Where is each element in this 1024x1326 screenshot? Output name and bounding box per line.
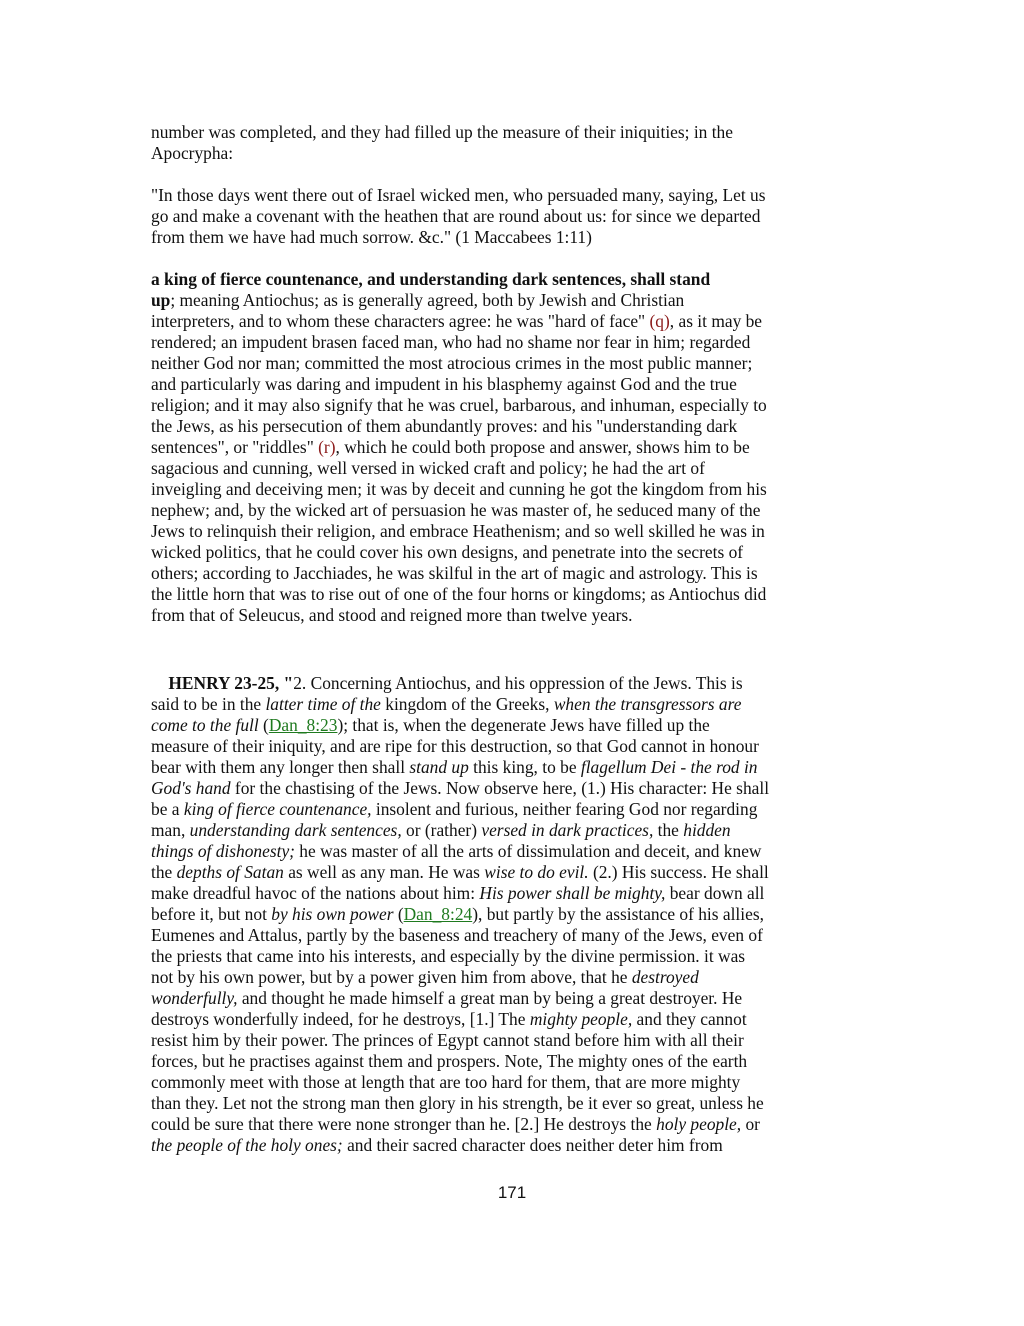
text-fragment: before it, but not [151,904,272,924]
text-fragment: sentences", or "riddles" [151,437,319,457]
italic-text: His power shall be mighty, [479,883,666,903]
text-line: resist him by their power. The princes of Egypt cannot stand before him with all their [151,1030,744,1050]
text-line: neither God nor man; committed the most atrocious crimes in the most public manner; [151,353,753,373]
text-line: go and make a covenant with the heathen that are round about us: for since we departed [151,206,761,226]
text-line: measure of their iniquity, and are ripe for this destruction, so that God cannot in honour [151,736,759,756]
text-fragment: bear with them any longer then shall [151,757,410,777]
italic-text: wise to do evil. [484,862,589,882]
italic-text: holy people, [656,1114,742,1134]
text-fragment: ( [393,904,404,924]
text-fragment: as well as any man. He was [283,862,485,882]
text-line: nephew; and, by the wicked art of persuasion he was master of, he seduced many of the [151,500,761,520]
text-fragment: interpreters, and to whom these characters agree: he was "hard of face" [151,311,650,331]
text-fragment: or (rather) [401,820,482,840]
henry-commentary [151,673,873,1156]
verse-heading: a king of fierce countenance, and understanding dark sentences, shall stand [151,269,711,289]
text-line: "In those days went there out of Israel wicked men, who persuaded many, saying, Let us [151,185,766,205]
italic-text: hidden [683,820,731,840]
text-fragment: said to be in the [151,694,266,714]
italic-text: understanding dark sentences, [189,820,402,840]
text-fragment: for the chastising of the Jews. Now observe here, (1.) His character: He shall [230,778,770,798]
text-fragment: ; meaning Antiochus; as is generally agreed, both by Jewish and Christian [170,290,685,310]
italic-text: by his own power [271,904,394,924]
scripture-link-dan-8-23[interactable]: Dan_8:23 [268,715,338,735]
text-fragment: ), but partly by the assistance of his allies, [472,904,764,924]
text-fragment: insolent and furious, neither fearing God nor regarding [371,799,758,819]
footnote-ref-q[interactable]: (q) [649,311,670,331]
text-fragment: ); that is, when the degenerate Jews have filled up the [337,715,710,735]
text-fragment: (2.) His success. He shall [588,862,769,882]
text-fragment: be a [151,799,184,819]
text-fragment: make dreadful havoc of the nations about him: [151,883,480,903]
text-fragment: could be sure that there were none stronger than he. [2.] He destroys the [151,1114,657,1134]
text-line: Jews to relinquish their religion, and embrace Heathenism; and so well skilled he was in [151,521,765,541]
text-fragment: he was master of all the arts of dissimulation and deceit, and knew [294,841,762,861]
text-fragment: 2. Concerning Antiochus, and his oppression of the Jews. This is [293,673,743,693]
text-line: the priests that came into his interests, and especially by the divine permission. it was [151,946,746,966]
text-line: from that of Seleucus, and stood and reigned more than twelve years. [151,605,633,625]
text-line: wicked politics, that he could cover his own designs, and penetrate into the secrets of [151,542,744,562]
text-line: from them we have had much sorrow. &c." (1 Maccabees 1:11) [151,227,592,247]
italic-text: God's hand [151,778,231,798]
paragraph-intro [151,122,873,164]
text-line: religion; and it may also signify that he was cruel, barbarous, and inhuman, especially to [151,395,767,415]
text-line: inveigling and deceiving men; it was by deceit and cunning he got the kingdom from his [151,479,767,499]
text-line: Eumenes and Attalus, partly by the baseness and treachery of many of the Jews, even of [151,925,763,945]
text-fragment: man, [151,820,190,840]
text-fragment: or [741,1114,760,1134]
text-fragment: this king, to be [468,757,581,777]
verse-heading-cont: up [151,290,171,310]
text-fragment: destroys wonderfully indeed, for he destroys, [1.] The [151,1009,530,1029]
italic-text: mighty people, [529,1009,633,1029]
text-fragment: , which he could both propose and answer, shows him to be [335,437,750,457]
italic-text: destroyed [631,967,699,987]
text-line: Apocrypha: [151,143,234,163]
italic-text: latter time of the [265,694,381,714]
italic-text: depths of Satan [176,862,284,882]
italic-text: the people of the holy ones; [151,1135,343,1155]
italic-text: stand up [409,757,469,777]
footnote-ref-r[interactable]: (r) [318,437,336,457]
text-fragment: and they cannot [632,1009,747,1029]
text-line: than they. Let not the strong man then glory in his strength, be it ever so great, unless he [151,1093,764,1113]
text-fragment: and thought he made himself a great man by being a great destroyer. He [237,988,743,1008]
italic-text: wonderfully, [151,988,238,1008]
text-fragment: kingdom of the Greeks, [380,694,554,714]
text-fragment: ( [258,715,269,735]
text-fragment: , as it may be [669,311,763,331]
text-line: the little horn that was to rise out of one of the four horns or kingdoms; as Antiochus did [151,584,767,604]
text-fragment: not by his own power, but by a power given him from above, that he [151,967,632,987]
italic-text: when the transgressors are [553,694,742,714]
italic-text: flagellum Dei - the rod in [580,757,758,777]
text-line: number was completed, and they had filled up the measure of their iniquities; in the [151,122,733,142]
text-line: the Jews, as his persecution of them abundantly proves: and his "understanding dark [151,416,738,436]
text-fragment: bear down all [665,883,765,903]
text-fragment: the [653,820,684,840]
page-number: 171 [497,1183,527,1202]
quotation-maccabees [151,185,873,248]
text-line: forces, but he practises against them and prospers. Note, The mighty ones of the earth [151,1051,748,1071]
text-line: commonly meet with those at length that are too hard for them, that are more mighty [151,1072,741,1092]
henry-heading: HENRY 23-25, " [168,673,294,693]
italic-text: versed in dark practices, [481,820,654,840]
text-line: sagacious and cunning, well versed in wicked craft and policy; he had the art of [151,458,705,478]
italic-text: king of fierce countenance, [183,799,372,819]
commentary-paragraph [151,269,873,626]
text-line: rendered; an impudent brasen faced man, who had no shame nor fear in him; regarded [151,332,751,352]
scripture-link-dan-8-24[interactable]: Dan_8:24 [403,904,473,924]
italic-text: come to the full [151,715,259,735]
text-fragment: and their sacred character does neither deter him from [342,1135,723,1155]
italic-text: things of dishonesty; [151,841,295,861]
text-line: others; according to Jacchiades, he was skilful in the art of magic and astrology. This is [151,563,758,583]
text-line: and particularly was daring and impudent in his blasphemy against God and the true [151,374,737,394]
text-fragment: the [151,862,177,882]
